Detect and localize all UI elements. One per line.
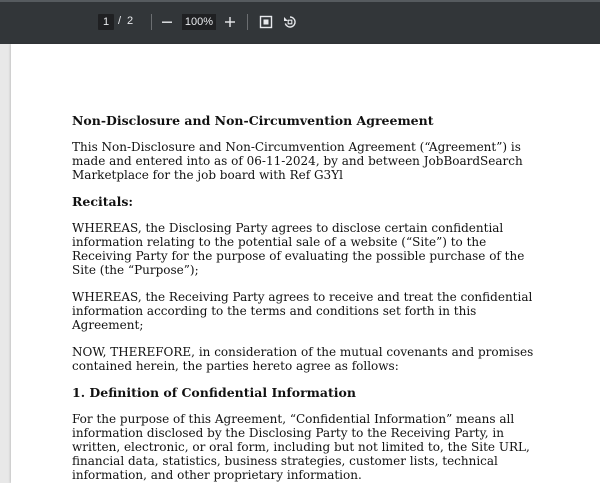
recital-paragraph-1: WHEREAS, the Disclosing Party agrees to disclose certain confidential information relating to the potential sale of a website (“Site”) to the Receiving Party for the purpose of evaluating the possible purchase of the Site (the “Purpose”); [72, 221, 525, 277]
recitals-heading: Recitals: [72, 194, 133, 209]
fit-page-button[interactable] [256, 12, 276, 32]
intro-paragraph: This Non-Disclosure and Non-Circumvention Agreement (“Agreement”) is made and entered into as of 06-11-2024, by and between JobBoardSearch Marketplace for the job board with Ref G3Yl [72, 140, 523, 182]
pdf-page [11, 44, 600, 483]
section-1-paragraph: For the purpose of this Agreement, “Confidential Information” means all information disclosed by the Disclosing Party to the Receiving Party, in written, electronic, or oral form, including but not limited to, the Site URL, financial data, statistics, business strategies, customer lists, technical information, and other proprietary information. [72, 412, 530, 482]
document-title: Non-Disclosure and Non-Circumvention Agreement [72, 113, 434, 128]
page-content [72, 114, 542, 482]
rotate-icon [283, 15, 297, 29]
section-1-heading: 1. Definition of Confidential Information [72, 385, 356, 400]
recital-paragraph-3: NOW, THEREFORE, in consideration of the mutual covenants and promises contained herein, the parties hereto agree as follows: [72, 345, 534, 373]
zoom-level-input[interactable]: 100% [182, 14, 216, 30]
pdf-toolbar [0, 0, 600, 44]
page-total: 2 [127, 15, 134, 27]
recital-paragraph-2: WHEREAS, the Receiving Party agrees to receive and treat the confidential information according to the terms and conditions set forth in this Agreement; [72, 290, 533, 332]
rotate-button[interactable] [280, 12, 300, 32]
toolbar-divider [151, 14, 152, 30]
zoom-out-button[interactable] [157, 12, 177, 32]
toolbar-top-border [0, 0, 600, 2]
fit-page-icon [259, 15, 273, 29]
toolbar-divider [247, 14, 248, 30]
minus-icon [161, 16, 173, 28]
document-area[interactable] [0, 44, 600, 483]
page-number-input[interactable]: 1 [98, 14, 114, 30]
zoom-in-button[interactable] [220, 12, 240, 32]
page-separator: / [118, 15, 122, 27]
plus-icon [224, 16, 236, 28]
